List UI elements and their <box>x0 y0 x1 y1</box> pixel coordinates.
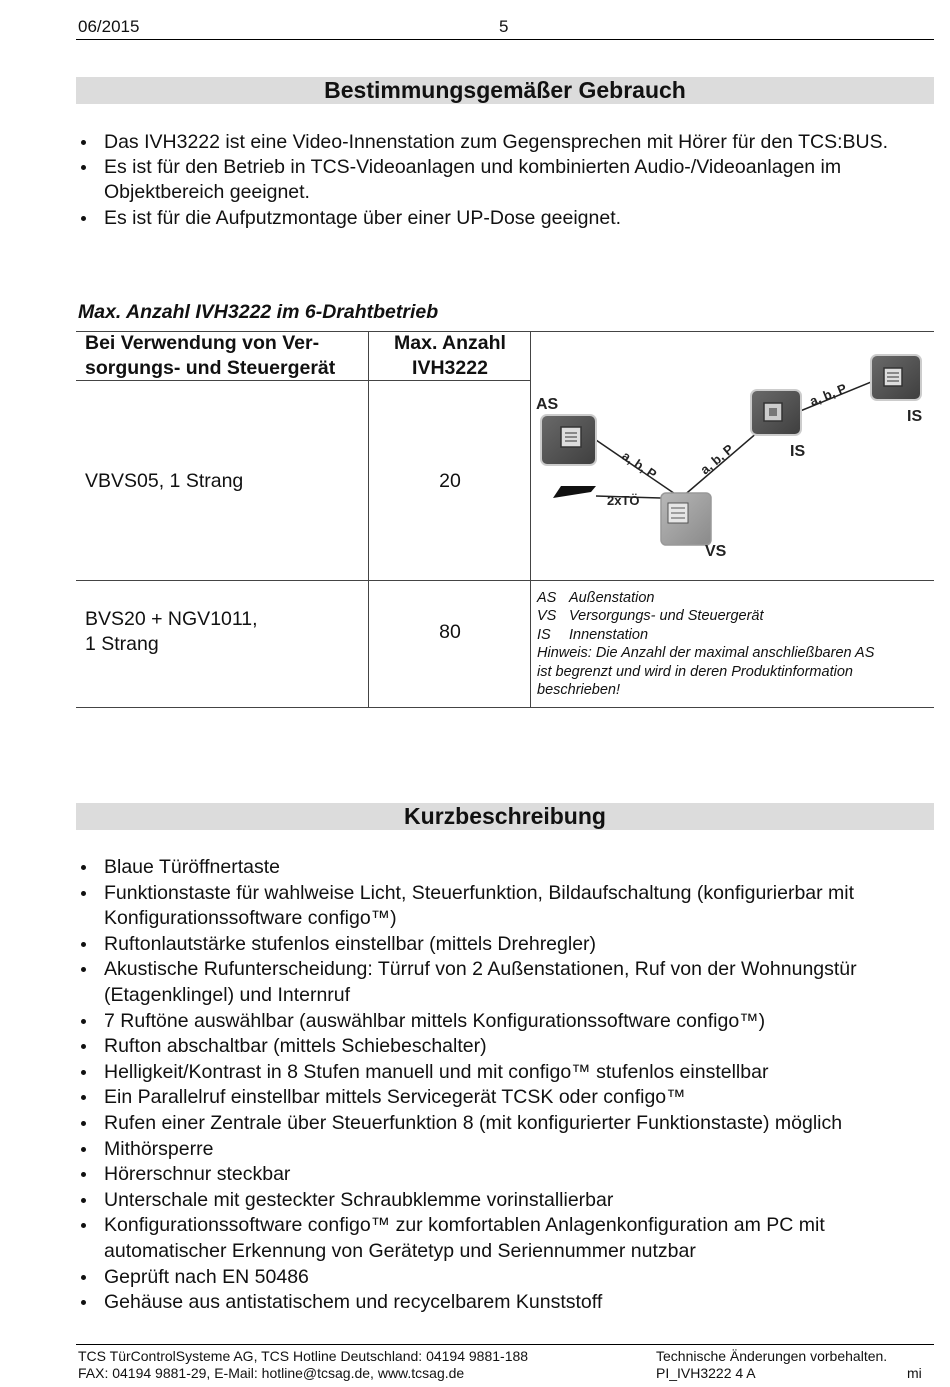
header-line: Bei Verwendung von Ver- <box>85 332 320 354</box>
outdoor-station-icon <box>541 415 596 465</box>
list-item: Helligkeit/Kontrast in 8 Stufen manuell und mit configo™ stufenlos einstellbar <box>76 1060 934 1086</box>
legend-abbr: AS <box>537 590 557 606</box>
footer-divider <box>76 1344 934 1345</box>
diagram-label-is: IS <box>790 443 806 460</box>
list-item: Hörerschnur steckbar <box>76 1162 934 1188</box>
diagram-label-as: AS <box>536 396 559 413</box>
hint-line: ist begrenzt und wird in deren Produktinformation <box>537 663 853 680</box>
header-line: sorgungs- und Steuergerät <box>85 357 336 379</box>
table-header-device <box>85 331 335 381</box>
footer-company <box>78 1348 528 1382</box>
hint-line: Hinweis: Die Anzahl der maximal anschließbaren AS <box>537 645 875 662</box>
door-opener-label: 2xTÖ <box>607 493 640 508</box>
wiring-diagram <box>531 340 931 575</box>
header-date: 06/2015 <box>78 17 140 36</box>
indoor-station-icon <box>871 355 921 400</box>
feature-list <box>76 855 934 1316</box>
page-number: 5 <box>499 17 509 36</box>
legend-text: Versorgungs- und Steuergerät <box>569 608 764 625</box>
table-cell-device <box>85 607 258 657</box>
table-cell-count: 20 <box>439 470 461 492</box>
table-cell-count: 80 <box>439 621 461 643</box>
footer-contact: FAX: 04194 9881-29, E-Mail: hotline@tcsag.de, www.tcsag.de <box>78 1365 465 1381</box>
section-heading-bar <box>76 803 934 830</box>
list-item: Geprüft nach EN 50486 <box>76 1265 934 1291</box>
list-item: Es ist für die Aufputzmontage über einer UP-Dose geeignet. <box>76 206 934 231</box>
table-bottom-rule <box>76 707 934 708</box>
list-item: Mithörsperre <box>76 1137 934 1163</box>
table-title: Max. Anzahl IVH3222 im 6-Drahtbetrieb <box>78 301 439 323</box>
list-item: Es ist für den Betrieb in TCS-Videoanlagen und kombinierten Audio-/Videoanlagen im Objektbereich geeignet. <box>76 155 934 205</box>
door-opener-icon <box>553 486 596 498</box>
cell-line: BVS20 + NGV1011, <box>85 608 258 630</box>
hint-line: beschrieben! <box>537 682 621 699</box>
list-item: Ruftonlautstärke stufenlos einstellbar (mittels Drehregler) <box>76 932 934 958</box>
diagram-label-is: IS <box>907 408 923 425</box>
footer-doc-id: PI_IVH3222 4 A <box>656 1365 756 1381</box>
footer-right <box>656 1348 887 1382</box>
list-item: 7 Ruftöne auswählbar (auswählbar mittels Konfigurationssoftware configo™) <box>76 1009 934 1035</box>
list-item: Rufton abschaltbar (mittels Schiebeschalter) <box>76 1034 934 1060</box>
table-row-rule <box>76 580 934 581</box>
legend-item <box>537 589 927 607</box>
legend-text: Außenstation <box>569 590 655 606</box>
list-item: Blaue Türöffnertaste <box>76 855 934 881</box>
wire-label: a, b, P <box>619 448 660 482</box>
wire-label: a, b, P <box>697 441 737 478</box>
list-item: Akustische Rufunterscheidung: Türruf von 2 Außenstationen, Ruf von der Wohnungstür (Etagenklingel) und Internruf <box>76 957 934 1008</box>
indoor-station-icon <box>751 390 801 435</box>
table-cell-device: VBVS05, 1 Strang <box>85 470 244 492</box>
list-item: Rufen einer Zentrale über Steuerfunktion 8 (mit konfigurierter Funktionstaste) möglich <box>76 1111 934 1137</box>
intended-use-list <box>76 130 934 231</box>
header-line: Max. Anzahl <box>394 332 506 354</box>
footer-disclaimer: Technische Änderungen vorbehalten. <box>656 1348 888 1364</box>
legend-abbr: VS <box>537 608 557 625</box>
table-column-rule <box>368 331 369 707</box>
legend-item <box>537 626 927 644</box>
legend-text: Innenstation <box>569 626 649 643</box>
wire-label: a, b, P <box>807 380 849 409</box>
power-supply-unit-icon <box>661 493 711 545</box>
section-heading-bar <box>76 77 934 104</box>
footer-hotline: TCS TürControlSysteme AG, TCS Hotline Deutschland: 04194 9881-188 <box>78 1348 529 1364</box>
list-item: Unterschale mit gesteckter Schraubklemme vorinstallierbar <box>76 1188 934 1214</box>
list-item: Das IVH3222 ist eine Video-Innenstation zum Gegensprechen mit Hörer für den TCS:BUS. <box>76 130 934 155</box>
legend-abbr: IS <box>537 626 551 643</box>
legend-item <box>537 607 927 625</box>
diagram-legend <box>537 589 927 699</box>
list-item: Funktionstaste für wahlweise Licht, Steuerfunktion, Bildaufschaltung (konfigurierbar mit Konfigurationssoftware configo™) <box>76 881 934 932</box>
header-line: IVH3222 <box>412 357 488 379</box>
section-title-short-description: Kurzbeschreibung <box>404 803 606 829</box>
section-title-intended-use: Bestimmungsgemäßer Gebrauch <box>324 77 686 103</box>
list-item: Konfigurationssoftware configo™ zur komfortablen Anlagenkonfiguration am PC mit automatischer Erkennung von Gerätetyp und Seriennummer nutzbar <box>76 1213 934 1264</box>
header-divider <box>76 39 934 40</box>
cell-line: 1 Strang <box>85 633 159 655</box>
diagram-label-vs: VS <box>705 543 727 560</box>
table-header-count <box>370 331 530 381</box>
list-item: Gehäuse aus antistatischem und recycelbarem Kunststoff <box>76 1290 934 1316</box>
footer-initials: mi <box>907 1365 922 1381</box>
list-item: Ein Parallelruf einstellbar mittels Servicegerät TCSK oder configo™ <box>76 1085 934 1111</box>
